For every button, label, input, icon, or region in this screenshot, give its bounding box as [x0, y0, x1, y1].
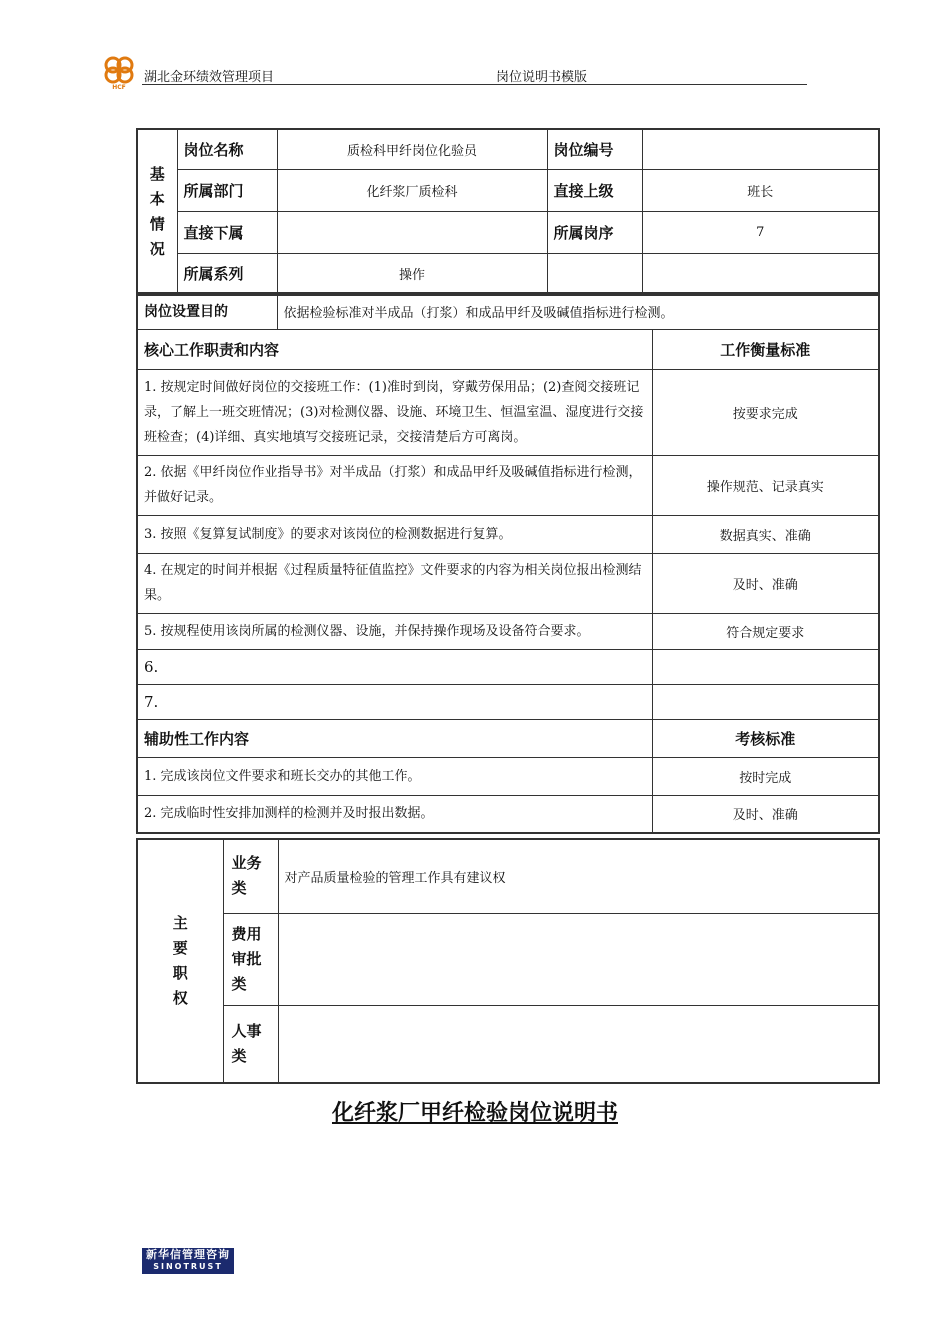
value-job-rank: 7 [642, 211, 879, 253]
label-job-code: 岗位编号 [547, 129, 642, 169]
authority-category: 业务类 [223, 839, 278, 913]
empty-cell [642, 253, 879, 295]
basic-info-section-label: 基本情况 [137, 129, 177, 295]
core-duty-standard: 操作规范、记录真实 [652, 455, 879, 515]
aux-duties-header: 辅助性工作内容 [137, 719, 652, 757]
document-title: 化纤浆厂甲纤检验岗位说明书 [331, 1100, 618, 1125]
value-direct-supervisor: 班长 [642, 169, 879, 211]
page-header [100, 54, 810, 90]
basic-info-table [136, 128, 880, 296]
value-job-code [642, 129, 879, 169]
value-department: 化纤浆厂质检科 [277, 169, 547, 211]
aux-standard-header: 考核标准 [652, 719, 879, 757]
header-doc-type: 岗位说明书模版 [496, 70, 588, 85]
logo-text: HCF [112, 84, 126, 90]
authority-table [136, 838, 880, 1084]
authority-category: 人事类 [223, 1005, 278, 1083]
value-job-title: 质检科甲纤岗位化验员 [277, 129, 547, 169]
purpose-value: 依据检验标准对半成品（打浆）和成品甲纤及吸碱值指标进行检测。 [277, 293, 879, 329]
aux-duty-item: 2. 完成临时性安排加测样的检测并及时报出数据。 [137, 795, 652, 833]
label-job-series: 所属系列 [177, 253, 277, 295]
authority-category: 费用审批类 [223, 913, 278, 1005]
header-rule [142, 84, 807, 85]
core-standard-header: 工作衡量标准 [652, 329, 879, 369]
core-duty-item: 4. 在规定的时间并根据《过程质量特征值监控》文件要求的内容为相关岗位报出检测结果。 [137, 553, 652, 613]
label-direct-supervisor: 直接上级 [547, 169, 642, 211]
authority-content [278, 913, 879, 1005]
aux-duty-standard: 按时完成 [652, 757, 879, 795]
core-duties-header: 核心工作职责和内容 [137, 329, 652, 369]
hcf-logo-icon [100, 54, 140, 90]
authority-section-label: 主要职权 [137, 839, 223, 1083]
core-duty-item: 1. 按规定时间做好岗位的交接班工作：(1)准时到岗，穿戴劳保用品；(2)查阅交接班记录，了解上一班交班情况；(3)对检测仪器、设施、环境卫生、恒温室温、湿度进行交接班检查；(4)详细、真实地填写交接班记录，交接清楚后方可离岗。 [137, 369, 652, 455]
label-job-rank: 所属岗序 [547, 211, 642, 253]
core-duty-standard: 及时、准确 [652, 553, 879, 613]
aux-duty-standard: 及时、准确 [652, 795, 879, 833]
core-duty-standard: 数据真实、准确 [652, 515, 879, 553]
header-project-name: 湖北金环绩效管理项目 [144, 70, 275, 85]
core-duty-item: 7. [137, 684, 652, 719]
value-job-series: 操作 [277, 253, 547, 295]
purpose-label: 岗位设置目的 [137, 293, 277, 329]
core-duty-standard [652, 684, 879, 719]
label-department: 所属部门 [177, 169, 277, 211]
label-job-title: 岗位名称 [177, 129, 277, 169]
authority-content: 对产品质量检验的管理工作具有建议权 [278, 839, 879, 913]
authority-content [278, 1005, 879, 1083]
core-duty-standard: 符合规定要求 [652, 613, 879, 649]
core-duty-standard: 按要求完成 [652, 369, 879, 455]
core-duty-item: 2. 依据《甲纤岗位作业指导书》对半成品（打浆）和成品甲纤及吸碱值指标进行检测，并做好记录。 [137, 455, 652, 515]
core-duty-item: 3. 按照《复算复试制度》的要求对该岗位的检测数据进行复算。 [137, 515, 652, 553]
core-duty-item: 6. [137, 649, 652, 684]
empty-cell [547, 253, 642, 295]
duties-table [136, 292, 880, 834]
aux-duty-item: 1. 完成该岗位文件要求和班长交办的其他工作。 [137, 757, 652, 795]
core-duty-standard [652, 649, 879, 684]
sinotrust-logo [142, 1248, 234, 1274]
footer-logo-line2: SINOTRUST [153, 1262, 223, 1271]
core-duty-item: 5. 按规程使用该岗所属的检测仪器、设施，并保持操作现场及设备符合要求。 [137, 613, 652, 649]
value-direct-subordinate [277, 211, 547, 253]
footer-logo-line1: 新华信管理咨询 [146, 1248, 230, 1261]
label-direct-subordinate: 直接下属 [177, 211, 277, 253]
